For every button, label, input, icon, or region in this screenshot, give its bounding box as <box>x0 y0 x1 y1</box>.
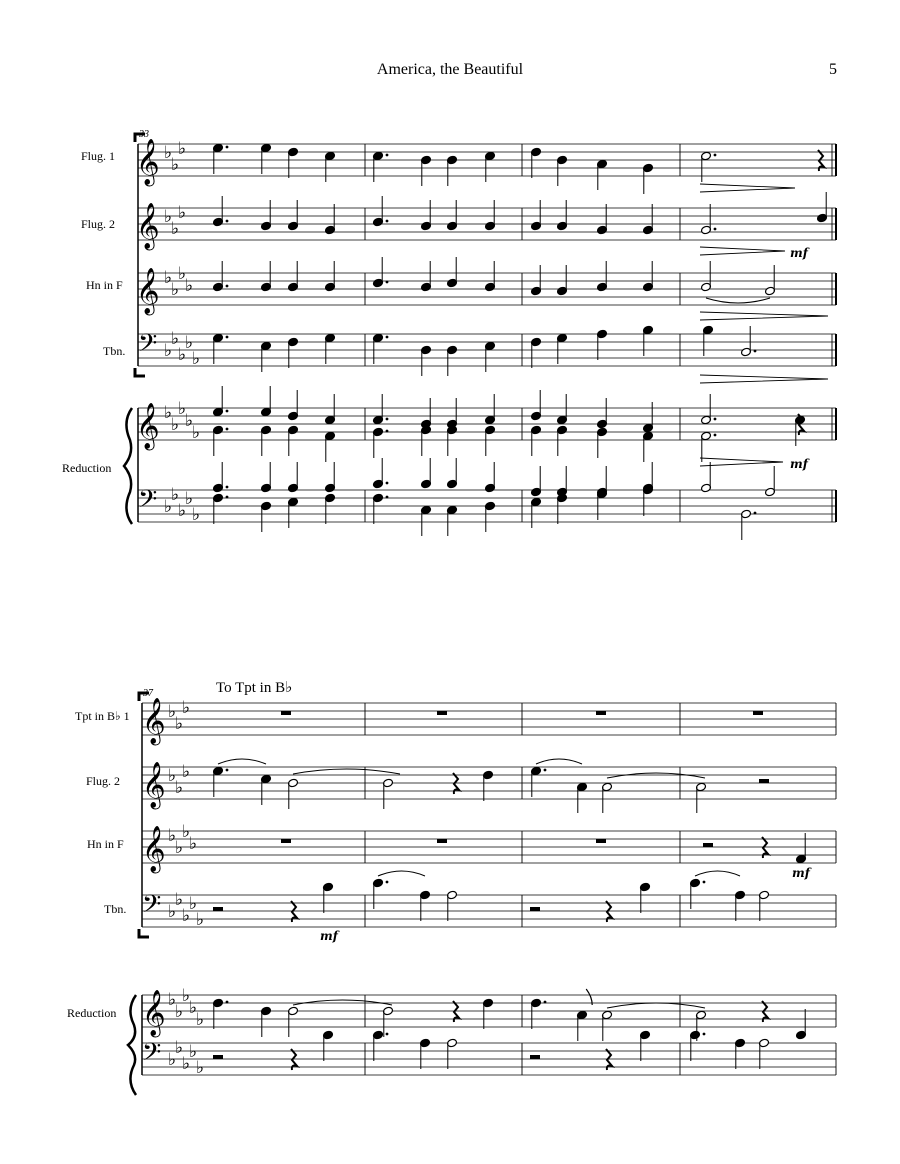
treble-clef-icon: 𝄞 <box>142 762 166 808</box>
flat-icon: ♭ <box>192 349 201 368</box>
half-rest-icon <box>530 907 540 911</box>
flat-icon: ♭ <box>164 497 173 516</box>
half-rest-icon <box>530 1055 540 1059</box>
flat-icon: ♭ <box>189 834 198 853</box>
augmentation-dot <box>226 336 229 339</box>
slur <box>293 769 400 774</box>
label-trombone: Tbn. <box>103 344 126 358</box>
flat-icon: ♭ <box>182 1054 191 1073</box>
treble-clef-icon: 𝄞 <box>136 139 160 185</box>
dynamic-mf: mf <box>792 866 810 880</box>
label-reduction: Reduction <box>62 461 112 475</box>
slur <box>706 298 770 303</box>
decrescendo-hairpin <box>700 375 828 383</box>
flat-icon: ♭ <box>196 910 205 929</box>
system-bracket <box>135 368 145 376</box>
flat-icon: ♭ <box>168 702 177 721</box>
augmentation-dot <box>226 1001 229 1004</box>
flat-icon: ♭ <box>178 139 187 158</box>
dynamic-mf: mf <box>790 246 808 260</box>
flat-icon: ♭ <box>175 778 184 797</box>
decrescendo-hairpin <box>700 312 828 320</box>
augmentation-dot <box>226 285 229 288</box>
flat-icon: ♭ <box>164 403 173 422</box>
decrescendo-hairpin <box>700 184 795 192</box>
flat-icon: ♭ <box>189 894 198 913</box>
whole-rest-icon <box>596 711 606 715</box>
half-rest-icon <box>213 907 223 911</box>
flat-icon: ♭ <box>189 1042 198 1061</box>
slur <box>607 1003 705 1008</box>
label-reduction: Reduction <box>67 1006 117 1020</box>
half-rest-icon <box>703 843 713 847</box>
bass-clef-icon: 𝄢 <box>138 329 158 364</box>
flat-icon: ♭ <box>168 826 177 845</box>
slur <box>695 871 740 876</box>
label-flug2: Flug. 2 <box>81 217 116 231</box>
augmentation-dot <box>703 881 706 884</box>
whole-rest-icon <box>437 711 447 715</box>
flat-icon: ♭ <box>168 990 177 1009</box>
flat-icon: ♭ <box>168 766 177 785</box>
decrescendo-hairpin <box>700 458 783 466</box>
flat-icon: ♭ <box>175 890 184 909</box>
augmentation-dot <box>226 496 229 499</box>
flat-icon: ♭ <box>192 423 201 442</box>
treble-clef-icon: 𝄞 <box>136 203 160 249</box>
flat-icon: ♭ <box>178 264 187 283</box>
flat-icon: ♭ <box>192 505 201 524</box>
slur <box>536 759 582 764</box>
augmentation-dot <box>544 769 547 772</box>
instruction-text: To Tpt in B♭ <box>216 680 293 696</box>
whole-rest-icon <box>281 839 291 843</box>
half-rest-icon <box>213 1055 223 1059</box>
dynamic-mf: mf <box>790 457 808 471</box>
flat-icon: ♭ <box>185 276 194 295</box>
flat-icon: ♭ <box>182 762 191 781</box>
flat-icon: ♭ <box>182 822 191 841</box>
augmentation-dot <box>386 220 389 223</box>
flat-icon: ♭ <box>178 399 187 418</box>
flat-icon: ♭ <box>185 411 194 430</box>
bass-clef-icon: 𝄢 <box>138 485 158 520</box>
flat-icon: ♭ <box>171 415 180 434</box>
augmentation-dot <box>226 769 229 772</box>
augmentation-dot <box>386 336 389 339</box>
flat-icon: ♭ <box>171 329 180 348</box>
flat-icon: ♭ <box>175 838 184 857</box>
flat-icon: ♭ <box>164 143 173 162</box>
augmentation-dot <box>226 428 229 431</box>
flat-icon: ♭ <box>185 333 194 352</box>
augmentation-dot <box>386 154 389 157</box>
half-rest-icon <box>759 779 769 783</box>
slur <box>293 1000 392 1005</box>
treble-clef-icon: 𝄞 <box>136 403 160 449</box>
flat-icon: ♭ <box>185 489 194 508</box>
flat-icon: ♭ <box>171 485 180 504</box>
decrescendo-hairpin <box>700 247 785 255</box>
whole-rest-icon <box>437 839 447 843</box>
flat-icon: ♭ <box>189 998 198 1017</box>
label-trumpet: Tpt in B♭ 1 <box>75 709 130 723</box>
flat-icon: ♭ <box>178 345 187 364</box>
dynamic-mf: mf <box>320 929 338 943</box>
augmentation-dot <box>386 281 389 284</box>
augmentation-dot <box>703 1033 706 1036</box>
flat-icon: ♭ <box>196 1058 205 1077</box>
whole-rest-icon <box>753 711 763 715</box>
augmentation-dot <box>754 350 757 353</box>
measure-number-37: 37 <box>143 688 153 699</box>
bass-clef-icon: 𝄢 <box>142 1038 162 1073</box>
flat-icon: ♭ <box>175 1002 184 1021</box>
augmentation-dot <box>714 154 717 157</box>
bass-clef-icon: 𝄢 <box>142 890 162 925</box>
flat-icon: ♭ <box>168 902 177 921</box>
flat-icon: ♭ <box>182 698 191 717</box>
augmentation-dot <box>226 410 229 413</box>
flat-icon: ♭ <box>164 341 173 360</box>
augmentation-dot <box>226 146 229 149</box>
flat-icon: ♭ <box>175 1038 184 1057</box>
treble-clef-icon: 𝄞 <box>136 268 160 314</box>
measure-number-33: 33 <box>139 129 149 140</box>
slur <box>378 871 425 876</box>
system-bracket <box>139 929 149 937</box>
label-flug2: Flug. 2 <box>86 774 121 788</box>
whole-rest-icon <box>281 711 291 715</box>
label-horn: Hn in F <box>87 837 124 851</box>
augmentation-dot <box>386 430 389 433</box>
augmentation-dot <box>714 228 717 231</box>
page-number: 5 <box>829 61 837 78</box>
flat-icon: ♭ <box>196 1010 205 1029</box>
augmentation-dot <box>386 482 389 485</box>
page-title: America, the Beautiful <box>376 61 524 78</box>
flat-icon: ♭ <box>171 155 180 174</box>
whole-rest-icon <box>596 839 606 843</box>
label-horn: Hn in F <box>86 278 123 292</box>
piano-brace <box>124 408 132 524</box>
augmentation-dot <box>754 512 757 515</box>
augmentation-dot <box>226 486 229 489</box>
label-trombone: Tbn. <box>104 902 127 916</box>
flat-icon: ♭ <box>182 906 191 925</box>
flat-icon: ♭ <box>178 203 187 222</box>
augmentation-dot <box>226 220 229 223</box>
flat-icon: ♭ <box>175 714 184 733</box>
flat-icon: ♭ <box>171 280 180 299</box>
flat-icon: ♭ <box>168 1050 177 1069</box>
treble-clef-icon: 𝄞 <box>142 826 166 872</box>
treble-clef-icon: 𝄞 <box>142 990 166 1036</box>
label-flug1: Flug. 1 <box>81 149 116 163</box>
flat-icon: ♭ <box>164 207 173 226</box>
augmentation-dot <box>386 1033 389 1036</box>
augmentation-dot <box>544 1001 547 1004</box>
piano-brace <box>128 995 136 1095</box>
flat-icon: ♭ <box>164 268 173 287</box>
augmentation-dot <box>386 496 389 499</box>
flat-icon: ♭ <box>182 986 191 1005</box>
treble-clef-icon: 𝄞 <box>142 698 166 744</box>
augmentation-dot <box>714 418 717 421</box>
flat-icon: ♭ <box>171 219 180 238</box>
augmentation-dot <box>714 434 717 437</box>
augmentation-dot <box>386 418 389 421</box>
slur <box>218 759 266 764</box>
augmentation-dot <box>386 881 389 884</box>
flat-icon: ♭ <box>178 501 187 520</box>
slur <box>607 773 705 778</box>
